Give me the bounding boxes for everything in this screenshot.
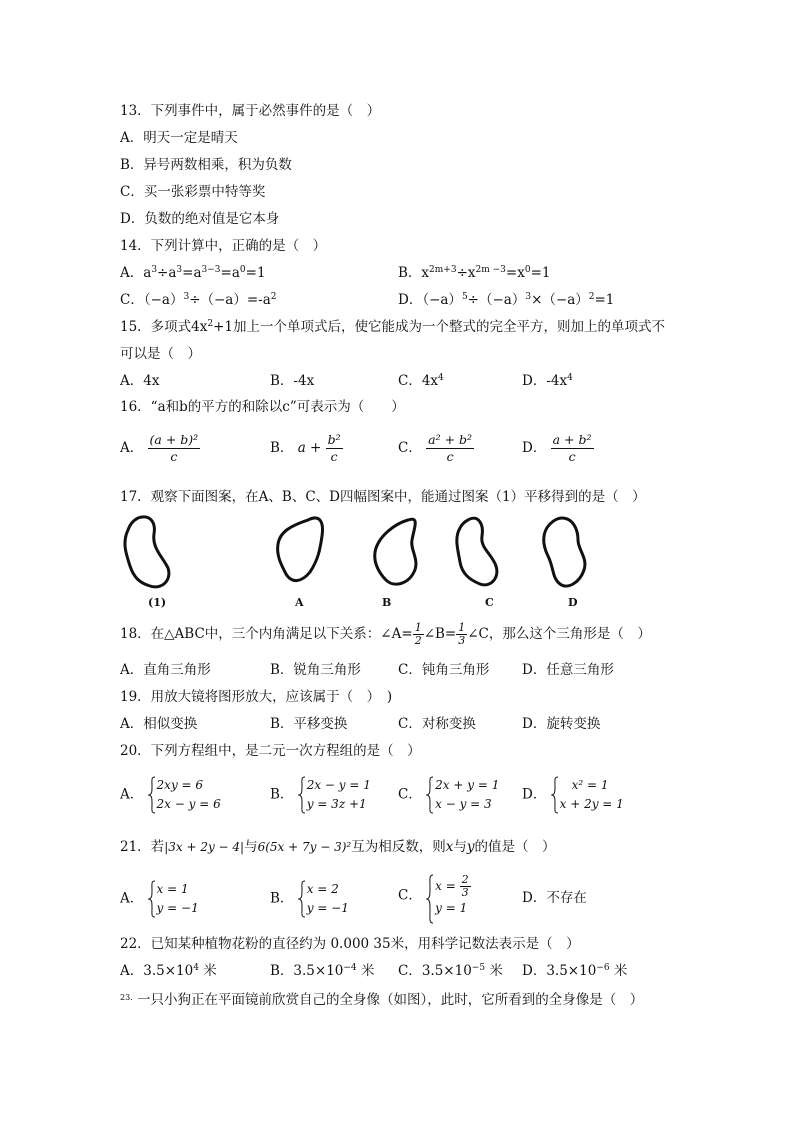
- q22-option-d: D．$3.5\times 10^{-6}$ 米: [522, 963, 628, 979]
- q17-stem: 17．观察下面图案，在A、B、C、D四幅图案中，能通过图案（1）平移得到的是（ ）: [120, 489, 646, 505]
- q19-stem: 19．用放大镜将图形放大，应该属于（ ） ): [120, 689, 393, 705]
- figure-d: [544, 518, 585, 586]
- q15-option-b: B．-4x: [270, 373, 315, 389]
- q20-option-c: C． 2x + y = 1 x − y = 3: [398, 778, 500, 811]
- figure-original: [125, 517, 169, 587]
- q15-stem: 15．多项式$4x^2+1$加上一个单项式后，使它能成为一个整式的完全平方，则加上的单项式不: [120, 319, 666, 335]
- q18-option-a: A．直角三角形: [120, 662, 211, 678]
- q14-stem: 14．下列计算中，正确的是（ ）: [120, 238, 327, 254]
- q21-stem: 21．若|3x + 2y − 4|与6(5x + 7y − 3)²互为相反数，则x与y的值是（ ）: [120, 839, 556, 855]
- q16-option-d: D． $\frac{\text{a + b²}}{c}$: [522, 432, 592, 464]
- q21-option-a: A． x = 1 y = −1: [120, 882, 199, 915]
- q17-label-b: B: [382, 596, 392, 609]
- q22-option-b: B．$3.5\times 10^{-4}$ 米: [270, 963, 375, 979]
- q20-option-a: A． 2xy = 6 2x − y = 6: [120, 778, 221, 811]
- q20-stem: 20．下列方程组中，是二元一次方程组的是（ ）: [120, 743, 421, 759]
- q13-option-c: C．买一张彩票中特等奖: [120, 184, 266, 200]
- q14-option-b: B．$x^{2m+3}\div x^{2m -3}=x^0=1$: [398, 265, 551, 281]
- q15-option-c: C．$4x^4$: [398, 373, 444, 389]
- figure-a: [278, 518, 323, 581]
- q16-option-c: C． $\frac{\text{a² + b²}}{c}$: [398, 432, 473, 464]
- q13-stem: 13．下列事件中，属于必然事件的是（ ）: [120, 103, 381, 119]
- q22-option-a: A．$3.5\times 10^4$ 米: [120, 963, 217, 979]
- q17-figures: [110, 510, 610, 610]
- figure-c: [457, 518, 497, 585]
- q20-option-d: D． x² = 1 x + 2y = 1: [522, 778, 624, 811]
- q15-option-d: D．$-4x^4$: [522, 373, 573, 389]
- q16-stem: 16．“a和b的平方的和除以c”可表示为（ ）: [120, 399, 405, 415]
- q16-option-b: B． a + $\frac{\text{b²}}{c}$: [270, 432, 341, 464]
- q14-option-d: D．$(-a)^5\div(-a)^3\times(-a)^2=1$: [398, 292, 615, 308]
- q17-label-a: A: [295, 596, 304, 609]
- q18-option-c: C．钝角三角形: [398, 662, 490, 678]
- q15-option-a: A．4x: [120, 373, 160, 389]
- q13-option-b: B．异号两数相乘，积为负数: [120, 157, 292, 173]
- q14-option-a: A．$a^3\div a^3=a^{3-3}=a^0=1$: [120, 265, 266, 281]
- figure-b: [375, 519, 416, 584]
- q15-stem-line2: 可以是（ ）: [120, 346, 201, 362]
- q22-stem: 22．已知某种植物花粉的直径约为 0.000 35米，用科学记数法表示是（ ）: [120, 936, 580, 952]
- q14-option-c: C．$(-a)^3\div(-a)=-a^2$: [120, 292, 277, 308]
- q21-option-c: C． x = $\frac{2}{3}$ y = 1: [398, 874, 471, 918]
- q20-option-b: B． 2x − y = 1 y = 3z +1: [270, 778, 371, 811]
- q17-label-c: C: [485, 596, 494, 609]
- q13-option-d: D．负数的绝对值是它本身: [120, 211, 280, 227]
- q21-option-b: B． x = 2 y = −1: [270, 882, 349, 915]
- q19-option-b: B．平移变换: [270, 716, 348, 732]
- q17-label-d: D: [568, 596, 578, 609]
- q19-option-d: D．旋转变换: [522, 716, 601, 732]
- q18-option-d: D．任意三角形: [522, 662, 614, 678]
- q21-option-d: D．不存在: [522, 890, 587, 906]
- q18-option-b: B．锐角三角形: [270, 662, 361, 678]
- q19-option-a: A．相似变换: [120, 716, 198, 732]
- q16-option-a: A． $\frac{\text{(a + b)²}}{c}$: [120, 432, 199, 464]
- q19-option-c: C．对称变换: [398, 716, 476, 732]
- q22-option-c: C．$3.5\times 10^{-5}$ 米: [398, 963, 503, 979]
- q18-stem: 18．在△ABC中，三个内角满足以下关系：∠A= $\frac{1}{2}$ ∠B= $\frac{1}{3}$ ∠C，那么这个三角形是（ ）: [120, 621, 651, 647]
- q13-option-a: A．明天一定是晴天: [120, 130, 238, 146]
- q17-label-1: (1): [148, 596, 167, 609]
- q23-stem: $^{23.}$ 一只小狗正在平面镜前欣赏自己的全身像（如图），此时，它所看到的全身像是（ ）: [120, 992, 644, 1008]
